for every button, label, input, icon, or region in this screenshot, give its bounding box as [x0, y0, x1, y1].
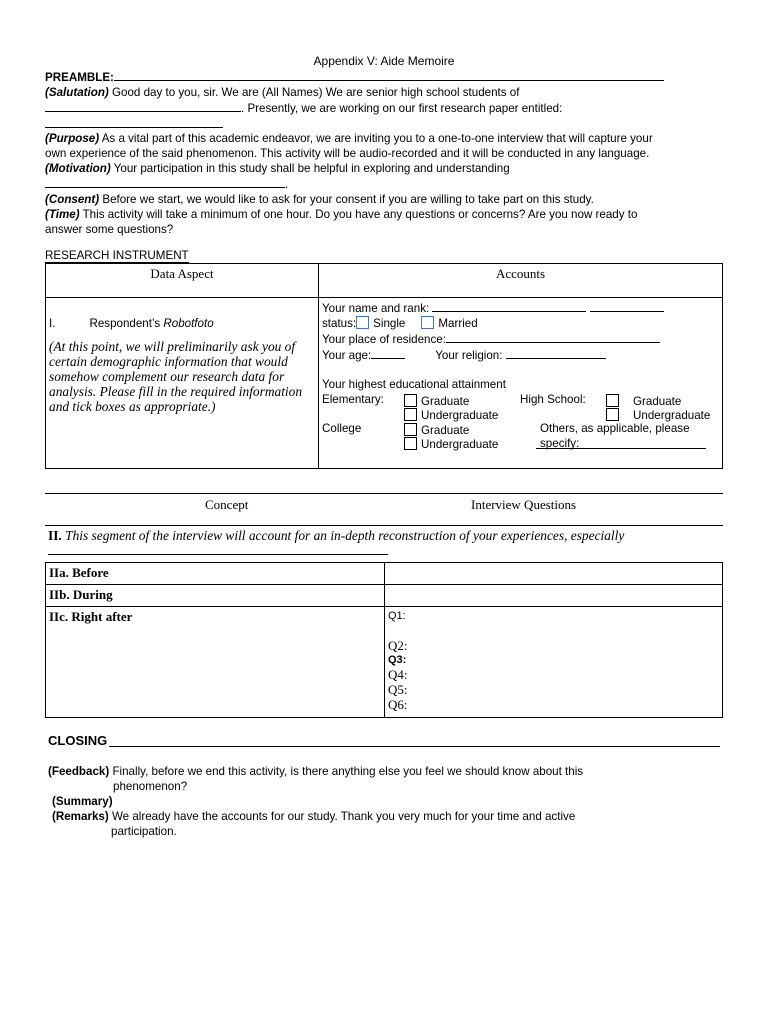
- section-note: (At this point, we will preliminarily ask you of certain demographic information that would somehow complement our research data for analysis. Please fill in the required information and tick boxes as appropriate.): [49, 339, 303, 414]
- name-rank-label: Your name and rank:: [322, 302, 430, 315]
- residence-row: [322, 331, 719, 347]
- section-ii-text: This segment of the interview will account for an in-depth reconstruction of your experiences, especially: [61, 528, 625, 543]
- age-label: Your age:: [322, 349, 372, 362]
- single-checkbox[interactable]: [356, 316, 369, 329]
- motivation-tag: (Motivation): [45, 162, 111, 175]
- data-aspect-cell: [46, 298, 319, 469]
- married-label: Married: [438, 317, 478, 330]
- remarks-tag: (Remarks): [52, 810, 109, 823]
- row-before-questions[interactable]: [385, 563, 723, 585]
- section-number: I.: [49, 317, 56, 330]
- motivation-text: Your participation in this study shall be helpful in exploring and understanding: [110, 162, 510, 175]
- concept-header: Concept: [205, 497, 249, 512]
- college-graduate-checkbox[interactable]: [404, 423, 417, 436]
- status-row: [322, 316, 719, 331]
- blank-line: [114, 69, 664, 81]
- col-undergrad-wrap: [402, 437, 498, 452]
- high-school-undergraduate-checkbox[interactable]: [606, 408, 619, 421]
- salutation-tag: (Salutation): [45, 86, 109, 99]
- question-3: Q3:: [388, 654, 407, 666]
- preamble-line: [45, 69, 725, 85]
- question-6: Q6:: [388, 697, 408, 712]
- question-1: Q1:: [388, 610, 406, 622]
- time-line: [45, 207, 725, 222]
- remarks-line-2: participation.: [111, 825, 177, 838]
- question-5: Q5:: [388, 682, 408, 697]
- education-grid: [322, 392, 719, 452]
- questions-header: Interview Questions: [471, 497, 577, 512]
- feedback-section: [48, 764, 728, 839]
- col-grad-wrap: [402, 423, 469, 438]
- status-label: status:: [322, 317, 357, 330]
- others-label: Others, as applicable, please specify:: [540, 422, 690, 450]
- feedback-text-1: Finally, before we end this activity, is there anything else you feel we should know about this: [109, 765, 584, 778]
- closing-label: CLOSING: [48, 733, 108, 748]
- religion-label: Your religion:: [435, 349, 503, 362]
- preamble-section: [45, 69, 725, 237]
- section-ii-line: [48, 528, 724, 544]
- interview-header: [45, 493, 723, 526]
- motivation-line: [45, 161, 725, 176]
- consent-line: [45, 192, 725, 207]
- others-field[interactable]: [536, 437, 706, 449]
- row-during: IIb. During: [46, 585, 385, 607]
- feedback-line: [48, 764, 728, 779]
- blank-line: [45, 100, 241, 112]
- elementary-label: Elementary:: [322, 393, 384, 406]
- question-2: Q2:: [388, 638, 408, 653]
- time-line-2: answer some questions?: [45, 223, 174, 236]
- presently-text: . Presently, we are working on our first research paper entitled:: [241, 102, 563, 115]
- elementary-graduate-label: Graduate: [421, 395, 470, 408]
- name-rank-row: [322, 300, 719, 316]
- blank-line: [45, 176, 285, 188]
- name-field[interactable]: [432, 300, 586, 312]
- purpose-line: [45, 131, 725, 146]
- robotfoto-table: [45, 263, 723, 469]
- feedback-line-2: phenomenon?: [113, 780, 188, 793]
- time-text-1: This activity will take a minimum of one hour. Do you have any questions or concerns? Are you now ready to: [79, 208, 638, 221]
- page-title: Appendix V: Aide Memoire: [313, 54, 455, 68]
- section-heading: [49, 316, 314, 331]
- motivation-blank: .: [45, 176, 725, 192]
- closing-blank: [109, 746, 720, 747]
- college-undergraduate-checkbox[interactable]: [404, 437, 417, 450]
- residence-label: Your place of residence:: [322, 333, 446, 346]
- college-label: College: [322, 422, 362, 435]
- research-instrument-label: RESEARCH INSTRUMENT: [45, 249, 189, 262]
- college-graduate-label: Graduate: [421, 424, 470, 437]
- age-field[interactable]: [371, 347, 405, 359]
- remarks-line: [48, 809, 728, 824]
- row-during-questions[interactable]: [385, 585, 723, 607]
- high-school-graduate-label: Graduate: [633, 395, 682, 408]
- consent-tag: (Consent): [45, 193, 100, 206]
- accounts-cell: [319, 298, 723, 469]
- col-data-aspect-header: Data Aspect: [46, 264, 319, 298]
- summary-tag: (Summary): [52, 795, 113, 808]
- row-before: IIa. Before: [46, 563, 385, 585]
- rank-field[interactable]: [590, 300, 664, 312]
- hs-grad-wrap: [604, 394, 681, 409]
- row-right-after: IIc. Right after: [46, 607, 385, 718]
- remarks-text-1: We already have the accounts for our study. Thank you very much for your time and active: [108, 810, 576, 823]
- age-religion-row: [322, 347, 719, 363]
- question-4: Q4:: [388, 667, 408, 682]
- purpose-line-2: own experience of the said phenomenon. This activity will be audio-recorded and it will be conducted in any language.: [45, 147, 650, 160]
- high-school-label: High School:: [520, 393, 586, 406]
- married-checkbox[interactable]: [421, 316, 434, 329]
- consent-text: Before we start, we would like to ask for your consent if you are willing to take part on this study.: [99, 193, 594, 206]
- high-school-graduate-checkbox[interactable]: [606, 394, 619, 407]
- elem-grad-wrap: [402, 394, 469, 409]
- purpose-tag: (Purpose): [45, 132, 100, 145]
- elem-undergrad-wrap: [402, 408, 498, 423]
- religion-field[interactable]: [506, 347, 606, 359]
- presently-line: [45, 100, 725, 116]
- row-right-after-questions[interactable]: [385, 607, 723, 718]
- feedback-tag: (Feedback): [48, 765, 110, 778]
- education-label: Your highest educational attainment: [322, 378, 506, 391]
- salutation-line: [45, 85, 725, 100]
- section-ii-blank: [48, 554, 388, 555]
- single-label: Single: [373, 317, 406, 330]
- salutation-text: Good day to you, sir. We are (All Names) We are senior high school students of: [108, 86, 520, 99]
- preamble-label: PREAMBLE:: [45, 71, 114, 84]
- summary-line: [48, 794, 728, 809]
- residence-field[interactable]: [446, 331, 660, 343]
- section-ii-number: II.: [48, 528, 62, 543]
- elementary-undergraduate-label: Undergraduate: [421, 409, 499, 422]
- college-undergraduate-label: Undergraduate: [421, 438, 499, 451]
- elementary-undergraduate-checkbox[interactable]: [404, 408, 417, 421]
- title-blank-line: [45, 116, 725, 131]
- time-tag: (Time): [45, 208, 80, 221]
- purpose-text-1: As a vital part of this academic endeavor, we are inviting you to a one-to-one interview that will capture your: [99, 132, 653, 145]
- high-school-undergraduate-label: Undergraduate: [633, 409, 711, 422]
- section-title-prefix: Respondent’s: [89, 317, 164, 330]
- col-accounts-header: Accounts: [319, 264, 723, 298]
- elementary-graduate-checkbox[interactable]: [404, 394, 417, 407]
- section-title-italic: Robotfoto: [163, 317, 214, 330]
- blank-line: [45, 116, 223, 128]
- interview-table: [45, 562, 723, 718]
